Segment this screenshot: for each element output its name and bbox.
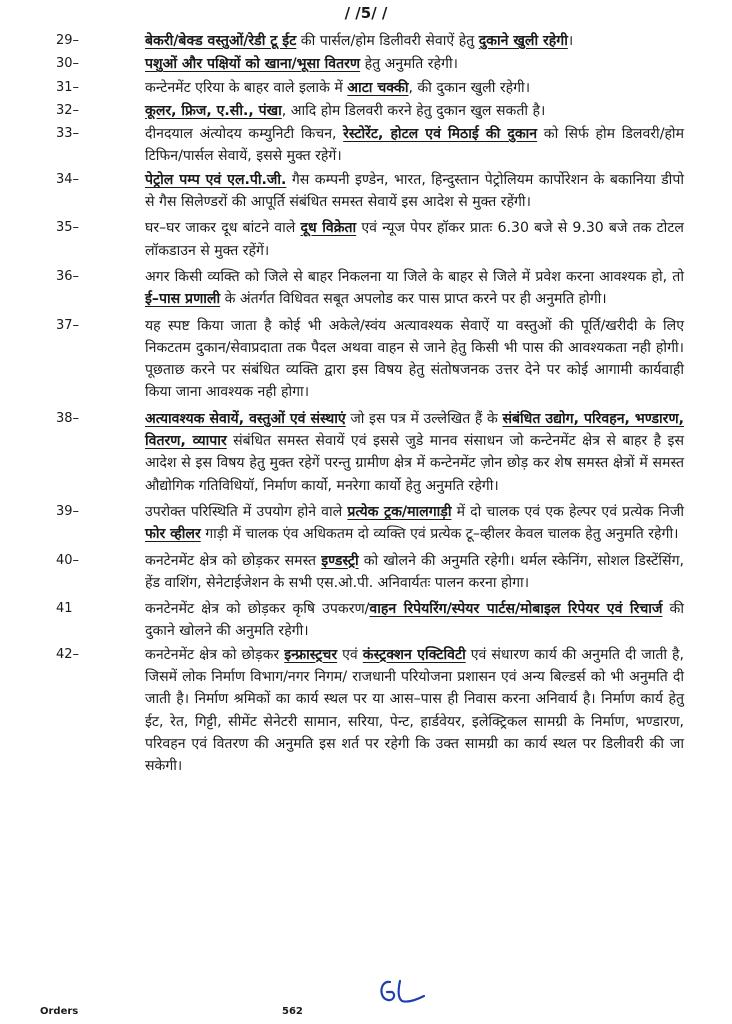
- text-segment: घर–घर जाकर दूध बांटने वाले: [145, 220, 301, 237]
- emphasized-phrase: दुकाने खुली रहेगी: [478, 33, 568, 49]
- text-segment: एवं: [337, 646, 363, 663]
- item-number: 32–: [56, 102, 80, 118]
- item-text: [145, 80, 530, 96]
- item-number: 31–: [56, 79, 80, 95]
- text-segment: कन्टेनमेंट एरिया के बाहर वाले इलाके में: [145, 79, 348, 96]
- emphasized-phrase: इण्डस्ट्री: [321, 552, 359, 569]
- text-segment: जो इस पत्र में उल्लेखित हैं के: [345, 410, 503, 427]
- emphasized-phrase: फोर व्हीलर: [145, 526, 201, 543]
- text-segment: के अंतर्गत विधिवत सबूत अपलोड कर पास प्राप्त करने पर ही अनुमति होगी।: [220, 291, 607, 308]
- item-number: 30–: [56, 56, 80, 72]
- emphasized-phrase: प्रत्येक ट्रक/मालगाड़ी: [347, 503, 452, 520]
- item-text: [145, 172, 684, 210]
- footer-label: Orders: [40, 1006, 79, 1017]
- item-text: [145, 269, 684, 307]
- text-segment: कनटेनमेंट क्षेत्र को छोड़कर: [145, 646, 285, 663]
- item-number: 42–: [56, 646, 80, 662]
- order-item: [0, 217, 732, 262]
- order-item: [0, 123, 732, 168]
- item-text: [145, 553, 684, 591]
- text-segment: कनटेनमेंट क्षेत्र को छोड़कर समस्त: [145, 552, 322, 569]
- text-segment: यह स्पष्ट किया जाता है कोई भी अकेले/स्वंय अत्यावश्यक सेवाऐं या वस्तुओं की पूर्ति/खरीदी के लिए निकटतम दुकान/सेवाप्रदाता तक पैदल अथवा वाहन से जाने हेतु किसी भी पास की आवश्यकता नही होगी। पूछताछ करने पर संबंधित व्यक्ति द्वारा इस विषय हेतु संतोषजनक उत्तर देने पर कोई आगामी कार्यवाही किया जाना आवश्यक नही होगा।: [145, 317, 684, 401]
- emphasized-phrase: पेट्रोल पम्प एवं एल.पी.जी.: [145, 171, 287, 188]
- text-segment: , आदि होम डिलवरी करने हेतु दुकान खुल सकती है।: [281, 102, 546, 119]
- order-item: [0, 266, 732, 311]
- emphasized-phrase: पशुओं और पक्षियों को खाना/भूसा वितरण: [145, 56, 361, 73]
- text-segment: कनटेनमेंट क्षेत्र को छोड़कर कृषि उपकरण/: [145, 601, 370, 618]
- text-segment: उपरोक्त परिस्थिति में उपयोग होने वाले: [145, 503, 348, 520]
- order-item: [0, 550, 732, 595]
- emphasized-phrase: बेकरी/बेक्ड वस्तुओं/रेडी टू ईट: [145, 33, 297, 49]
- text-segment: को खोलने की अनुमति रहेगी। थर्मल स्केनिंग, सोशल डिस्टेंसिंग, हेंड वाशिंग, सेनेटाईजेशन के सभी एस.ओ.पी. अनिवार्यतः पालन करना होगा।: [145, 552, 684, 591]
- text-segment: अगर किसी व्यक्ति को जिले से बाहर निकलना या जिले के बाहर से जिले में प्रवेश करना आवश्यक हो, तो: [145, 268, 684, 285]
- item-text: [145, 504, 684, 542]
- order-item: [0, 315, 732, 404]
- text-segment: को सिर्फ होम डिलवरी/होम टिफिन/पार्सल सेवायें, इससे मुक्त रहेगें।: [145, 126, 685, 165]
- emphasized-phrase: आटा चक्की: [347, 79, 409, 96]
- text-segment: एवं संधारण कार्य की अनुमति दी जाती है, जिसमें लोक निर्माण विभाग/नगर निगम/ राजधानी परियोजना प्रशासन एवं अन्य बिल्डर्स को भी अनुमति दी जाती है। निर्माण श्रमिकों का कार्य स्थल पर या आस–पास ही निवास करना अनिवार्य है। निर्माण कार्य हेतु ईट, रेत, गिट्टी, सीमेंट सेनेटरी सामान, सरिया, पेन्ट, हार्डवेयर, इलेक्ट्रिकल सामग्री के निर्माण, भण्डारण, परिवहन एवं वितरण की अनुमति इस शर्त पर रहेगी कि उक्त सामग्री का कार्य स्थल पर डिलीवरी की जा सकेगी।: [145, 646, 685, 775]
- order-item: [0, 77, 732, 99]
- item-number: 37–: [56, 317, 80, 333]
- emphasized-phrase: कंस्ट्रक्शन एक्टिविटी: [362, 646, 466, 663]
- item-text: [145, 126, 684, 164]
- item-number: 38–: [56, 410, 80, 426]
- text-segment: ।: [567, 33, 574, 49]
- item-number: 35–: [56, 220, 80, 236]
- order-item: [0, 30, 732, 52]
- text-segment: दीनदयाल अंत्योदय कम्युनिटी किचन,: [145, 126, 344, 143]
- item-number: 40–: [56, 552, 80, 568]
- order-item: [0, 408, 732, 497]
- item-text: [145, 601, 684, 639]
- item-text: [145, 318, 684, 401]
- emphasized-phrase: अत्यावश्यक सेवायें, वस्तुओं एवं संस्थाएं: [145, 410, 346, 427]
- text-segment: संबंधित समस्त सेवायें एवं इससे जुडे मानव संसाधन जो कन्टेनमेंट क्षेत्र से बाहर है इस आदेश से इस विषय हेतु मुक्त रहेगें परन्तु ग्रामीण क्षेत्र में कन्टेनमेंट ज़ोन छोड़ कर शेष समस्त क्षेत्रों में समस्त औद्योगिक गतिविधियॉ, निर्माण कार्यो, मनरेगा कार्यो हेतु अनुमति रहेगी।: [145, 433, 684, 494]
- text-segment: में दो चालक एवं एक हेल्पर एवं प्रत्येक निजी: [451, 503, 684, 520]
- emphasized-phrase: संबंधित उद्योग, परिवहन, भण्डारण, वितरण, व्यापार: [145, 410, 684, 450]
- footer-page-number: 562: [282, 1006, 303, 1017]
- order-items-list: [0, 30, 732, 778]
- order-item: [0, 169, 732, 214]
- item-text: [145, 411, 684, 494]
- emphasized-phrase: इन्फ्रास्ट्रचर: [284, 646, 338, 663]
- item-number: 39–: [56, 503, 80, 519]
- item-text: [145, 220, 684, 258]
- item-number: 33–: [56, 126, 80, 142]
- item-text: [145, 103, 545, 119]
- text-segment: , की दुकान खुली रहेगी।: [408, 79, 531, 96]
- text-segment: गाड़ी में चालक एंव अधिकतम दो व्यक्ति एवं प्रत्येक टू–व्हीलर केवल चालक हेतु अनुमति रहेगी।: [200, 526, 679, 543]
- item-text: [145, 647, 684, 774]
- text-segment: हेतु अनुमति रहेगी।: [360, 56, 458, 73]
- text-segment: एवं न्यूज पेपर हॉकर प्रातः 6.30 बजे से 9.30 बजे तक टोटल लॉकडाउन से मुक्त रहेंगें।: [145, 220, 684, 259]
- item-number: 41: [56, 601, 73, 617]
- text-segment: की दुकाने खोलने की अनुमति रहेगी।: [145, 601, 684, 640]
- text-segment: गैस कम्पनी इण्डेन, भारत, हिन्दुस्तान पेट्रोलियम कार्पोरेशन के बकानिया डीपो से गैस सिलेण्डरों की आपूर्ति संबंधित समस्त सेवायें इस आदेश से मुक्त रहेंगी।: [145, 171, 684, 211]
- text-segment: की पार्सल/होम डिलीवरी सेवाऐं हेतु: [296, 33, 479, 49]
- item-number: 36–: [56, 268, 80, 284]
- emphasized-phrase: दूध विक्रेता: [300, 220, 357, 237]
- order-item: [0, 53, 732, 75]
- order-item: [0, 501, 732, 546]
- order-item: [0, 644, 732, 778]
- order-item: [0, 598, 732, 643]
- page-number-header: / /5/ /: [344, 4, 388, 22]
- signature-mark: [376, 976, 428, 1006]
- item-text: [145, 56, 458, 72]
- order-item: [0, 100, 732, 122]
- emphasized-phrase: ई–पास प्रणाली: [145, 291, 221, 308]
- emphasized-phrase: वाहन रिपेयरिंग/स्पेयर पार्टस/मोबाइल रिपेयर एवं रिचार्ज: [369, 601, 663, 618]
- item-number: 34–: [56, 171, 80, 187]
- emphasized-phrase: रेस्टोरेंट, होटल एवं मिठाई की दुकान: [343, 126, 538, 143]
- item-text: [145, 33, 573, 49]
- emphasized-phrase: कूलर, फ्रिज, ए.सी., पंखा: [145, 102, 282, 119]
- item-number: 29–: [56, 33, 80, 48]
